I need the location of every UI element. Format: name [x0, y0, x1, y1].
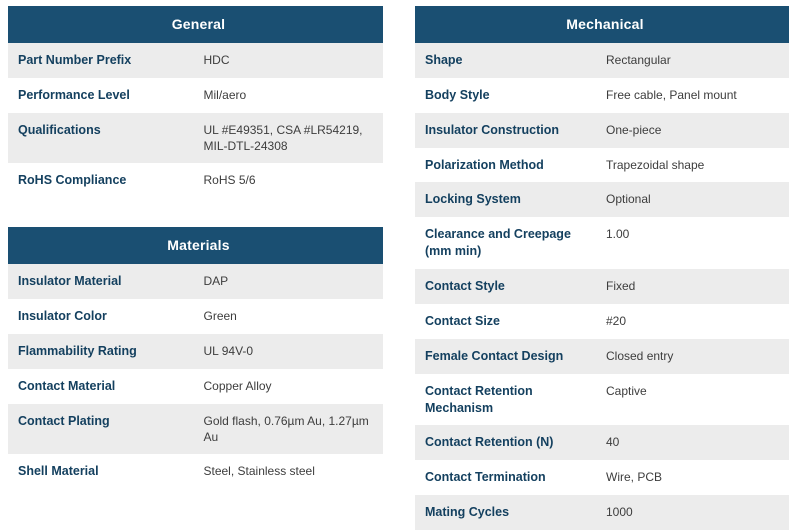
table-row	[8, 113, 383, 163]
table-row	[415, 78, 789, 113]
left-column	[8, 6, 383, 489]
row-value: Rectangular	[602, 43, 789, 78]
table-row	[8, 43, 383, 78]
table-header-row	[8, 227, 383, 264]
row-value: 1000	[602, 495, 789, 530]
row-value: HDC	[196, 43, 384, 78]
row-label: Mating Cycles	[415, 495, 602, 530]
table-title-materials: Materials	[8, 227, 383, 264]
table-row	[415, 113, 789, 148]
table-row	[415, 304, 789, 339]
row-value: Closed entry	[602, 339, 789, 374]
row-label: Contact Plating	[8, 404, 196, 454]
row-label: Contact Retention Mechanism	[415, 374, 602, 426]
row-label: Performance Level	[8, 78, 196, 113]
row-value: Copper Alloy	[196, 369, 384, 404]
table-row	[8, 454, 383, 489]
table-row	[415, 460, 789, 495]
row-value: 1.00	[602, 217, 789, 269]
row-label: Part Number Prefix	[8, 43, 196, 78]
row-label: Body Style	[415, 78, 602, 113]
table-row	[8, 369, 383, 404]
row-value: UL #E49351, CSA #LR54219, MIL-DTL-24308	[196, 113, 384, 163]
row-value: Mil/aero	[196, 78, 384, 113]
row-value: Steel, Stainless steel	[196, 454, 384, 489]
table-row	[415, 374, 789, 426]
table-row	[415, 148, 789, 183]
table-row	[8, 78, 383, 113]
table-spacer	[8, 198, 383, 227]
right-column	[415, 6, 789, 520]
row-value: Trapezoidal shape	[602, 148, 789, 183]
row-label: Shape	[415, 43, 602, 78]
table-materials	[8, 227, 383, 489]
table-row	[8, 163, 383, 198]
table-header-row	[8, 6, 383, 43]
row-value: Optional	[602, 182, 789, 217]
row-label: Qualifications	[8, 113, 196, 163]
row-label: Insulator Color	[8, 299, 196, 334]
row-label: Polarization Method	[415, 148, 602, 183]
table-row	[415, 425, 789, 460]
row-label: RoHS Compliance	[8, 163, 196, 198]
row-value: One-piece	[602, 113, 789, 148]
row-label: Clearance and Creepage (mm min)	[415, 217, 602, 269]
table-row	[415, 495, 789, 530]
row-value: UL 94V-0	[196, 334, 384, 369]
row-label: Contact Style	[415, 269, 602, 304]
row-value: Green	[196, 299, 384, 334]
row-value: Fixed	[602, 269, 789, 304]
row-value: Gold flash, 0.76µm Au, 1.27µm Au	[196, 404, 384, 454]
table-row	[8, 299, 383, 334]
row-value: 40	[602, 425, 789, 460]
table-row	[415, 339, 789, 374]
row-label: Flammability Rating	[8, 334, 196, 369]
row-value: Free cable, Panel mount	[602, 78, 789, 113]
row-value: #20	[602, 304, 789, 339]
row-label: Shell Material	[8, 454, 196, 489]
row-value: RoHS 5/6	[196, 163, 384, 198]
row-label: Contact Retention (N)	[415, 425, 602, 460]
row-value: Captive	[602, 374, 789, 426]
table-row	[415, 269, 789, 304]
table-row	[415, 217, 789, 269]
table-title-mechanical: Mechanical	[415, 6, 789, 43]
table-title-general: General	[8, 6, 383, 43]
table-general	[8, 6, 383, 198]
table-header-row	[415, 6, 789, 43]
table-row	[415, 43, 789, 78]
row-label: Contact Size	[415, 304, 602, 339]
row-label: Female Contact Design	[415, 339, 602, 374]
table-row	[8, 404, 383, 454]
row-value: DAP	[196, 264, 384, 299]
row-label: Insulator Material	[8, 264, 196, 299]
row-label: Contact Termination	[415, 460, 602, 495]
row-label: Locking System	[415, 182, 602, 217]
table-mechanical	[415, 6, 789, 530]
row-value: Wire, PCB	[602, 460, 789, 495]
row-label: Contact Material	[8, 369, 196, 404]
table-row	[415, 182, 789, 217]
row-label: Insulator Construction	[415, 113, 602, 148]
table-row	[8, 264, 383, 299]
table-row	[8, 334, 383, 369]
